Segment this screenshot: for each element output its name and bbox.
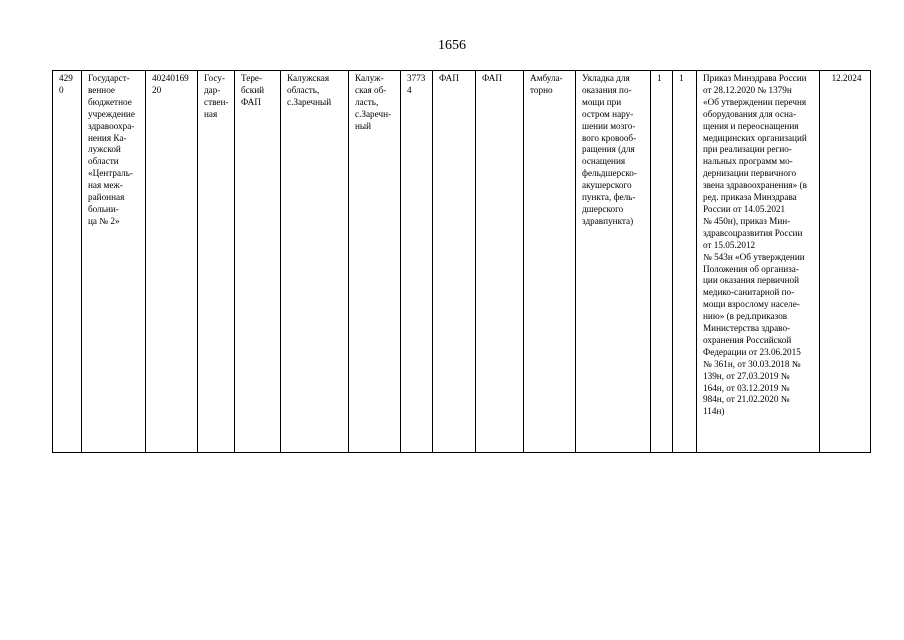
table-row xyxy=(53,71,871,453)
type1-cell: ФАП xyxy=(433,71,476,453)
locality-cell: Калуж- ская об- ласть, с.Заречн- ный xyxy=(349,71,401,453)
page-number: 1656 xyxy=(438,38,466,53)
basis-cell: Приказ Минздрава России от 28.12.2020 № 1379н «Об утверждении перечня оборудования для осна- щения и переоснащения медицинских организаций при реализации регио- нальных программ мо- дернизации первичного звена здравоохранения» (в ред. приказа Минздрава России от 14.05.2021 № 450н), приказ Мин- здравсоцразвития России от 15.05.2012 № 543н «Об утверждении Положения об организа- ции оказания первичной медико-санитарной по- мощи взрослому населе- нию» (в ред.приказов Министерства здраво- охранения Российской Федерации от 23.06.2015 № 361н, от 30.03.2018 № 139н, от 27.03.2019 № 164н, от 03.12.2019 № 984н, от 21.02.2020 № 114н) xyxy=(697,71,820,453)
code-cell: 3773 4 xyxy=(401,71,433,453)
facility-cell: Тере- бский ФАП xyxy=(235,71,281,453)
document-table xyxy=(52,70,871,453)
address-cell: Калужская область, с.Заречный xyxy=(281,71,349,453)
date-cell: 12.2024 xyxy=(820,71,871,453)
type2-cell: ФАП xyxy=(476,71,524,453)
row-number-cell: 429 0 xyxy=(53,71,82,453)
organization-cell: Государст- венное бюджетное учреждение здравоохра- нения Ка- лужской области «Централь- ная меж- районная больни- ца № 2» xyxy=(82,71,146,453)
care-type-cell: Амбула- торно xyxy=(524,71,576,453)
equipment-cell: Укладка для оказания по- мощи при остром нару- шении мозго- вого кровооб- ращения (для оснащения фельдшерско- акушерского пункта, фель- дшерского здравпункта) xyxy=(576,71,651,453)
qty1-cell: 1 xyxy=(651,71,673,453)
inn-cell: 40240169 20 xyxy=(146,71,198,453)
qty2-cell: 1 xyxy=(673,71,697,453)
ownership-cell: Госу- дар- ствен- ная xyxy=(198,71,235,453)
